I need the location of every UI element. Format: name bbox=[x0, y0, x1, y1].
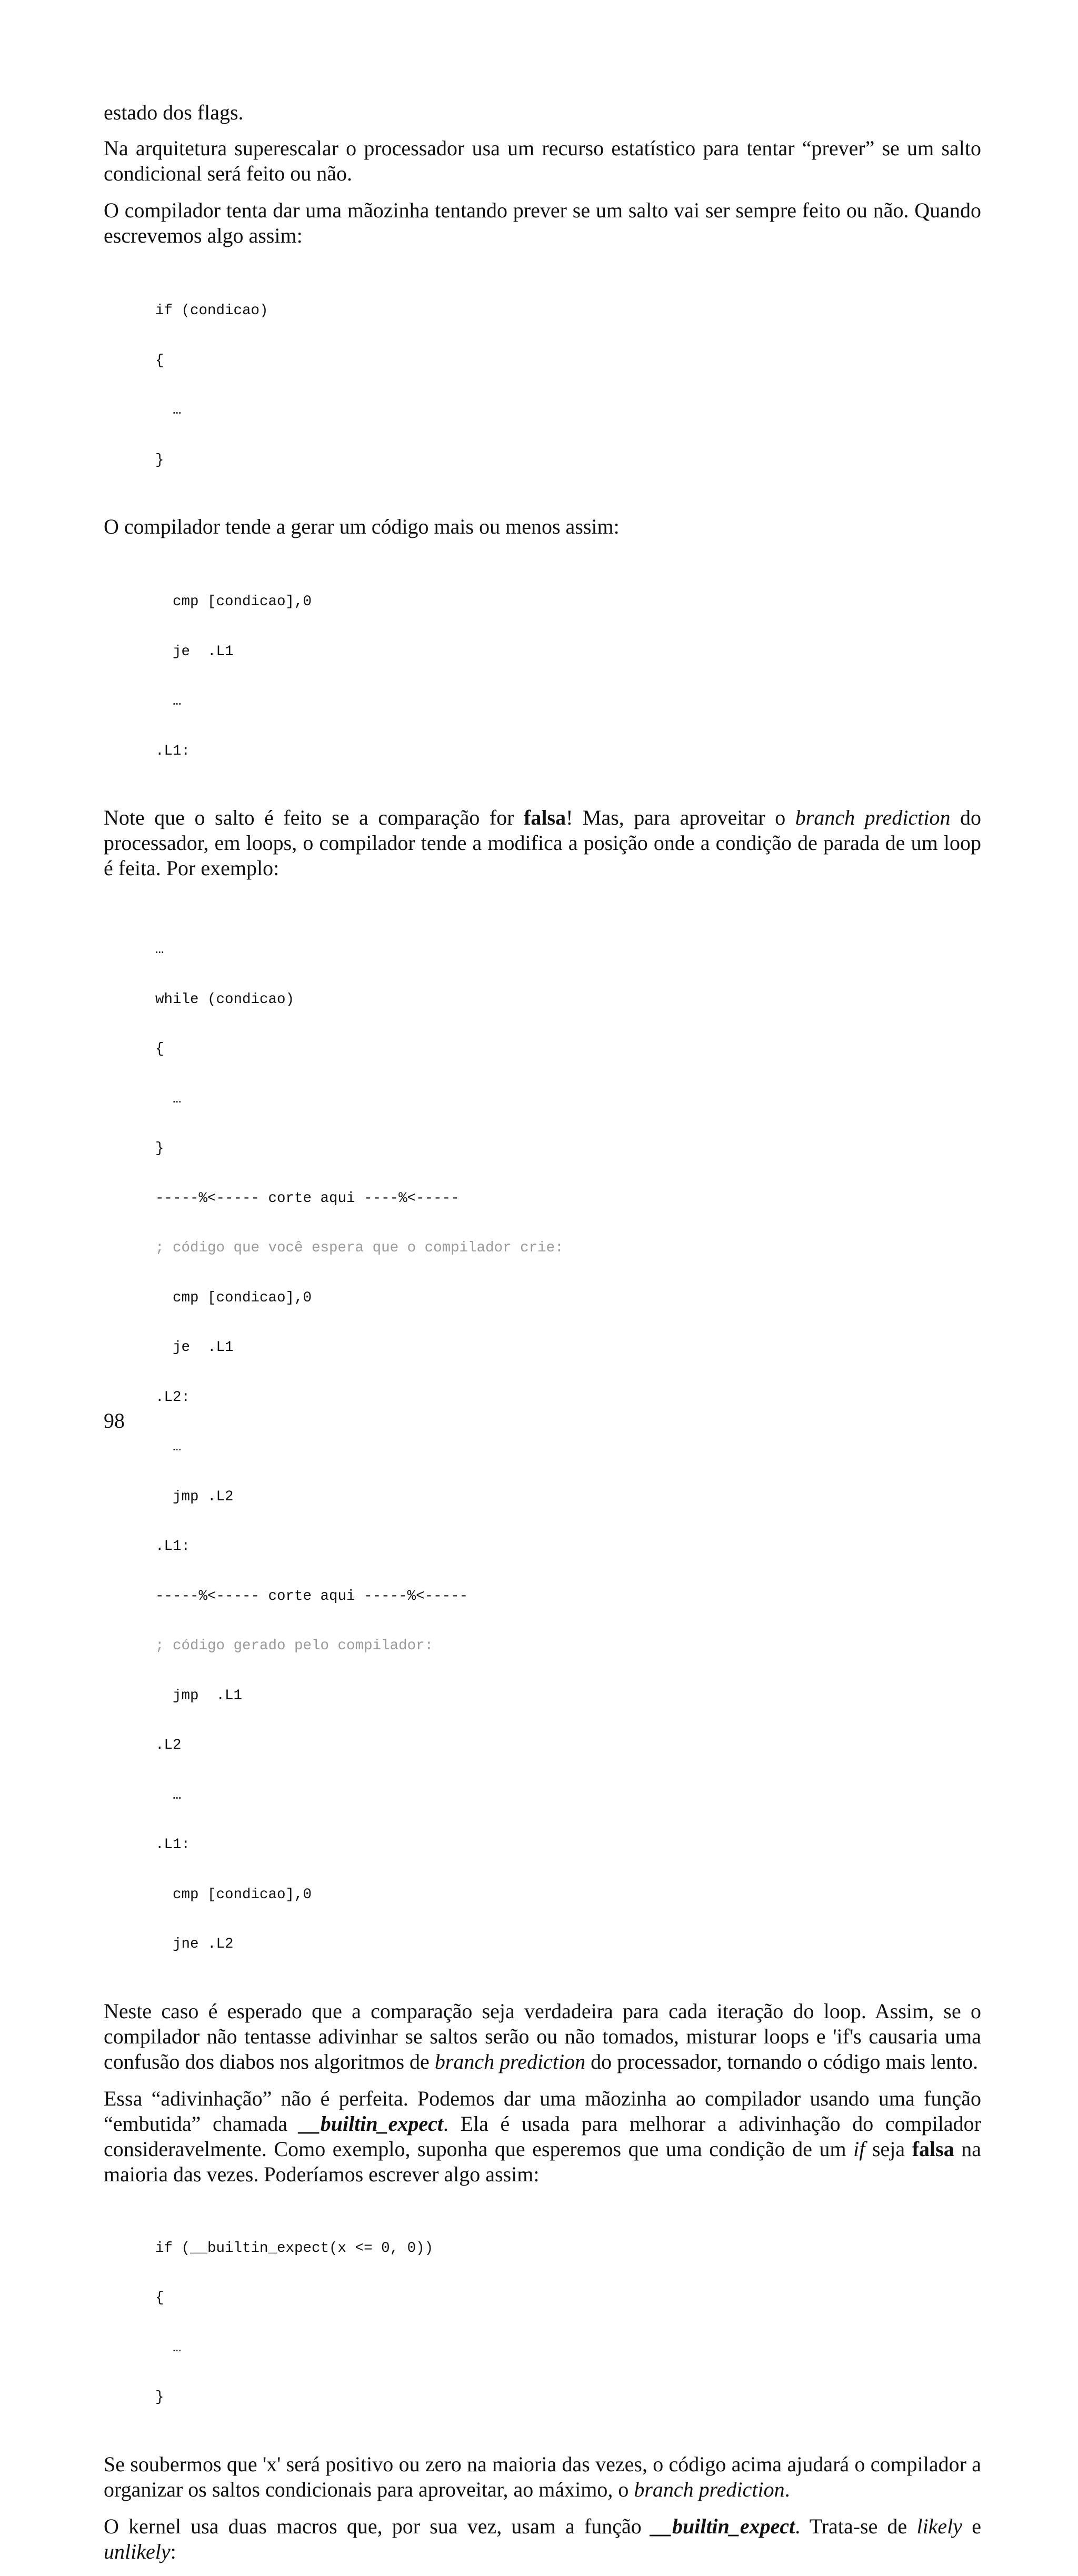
text: Note que o salto é feito se a comparação for bbox=[104, 806, 524, 829]
text: seja bbox=[865, 2137, 912, 2161]
paragraph bbox=[104, 2452, 981, 2502]
code-line: jmp .L2 bbox=[155, 1488, 234, 1505]
text: Essa “adivinhação” não é perfeita. Podemos dar uma mãozinha ao compilador usando uma função “embutida” chamada bbox=[104, 2086, 981, 2136]
code-line: .L2 bbox=[155, 1737, 182, 1753]
emphasis-italic: __builtin_expect bbox=[299, 2111, 444, 2136]
page-number: 98 bbox=[104, 1409, 125, 1432]
emphasis-italic: likely bbox=[916, 2514, 963, 2538]
emphasis-italic: branch prediction bbox=[634, 2477, 785, 2501]
paragraph: O compilador tenta dar uma mãozinha tentando prever se um salto vai ser sempre feito ou não. Quando escrevemos algo assim: bbox=[104, 198, 981, 247]
code-line: … bbox=[155, 402, 182, 418]
text: . Ela é usada para melhorar a adivinhação do compilador consideravelmente. Como exemplo, suponha que esperemos que uma condição de um bbox=[104, 2111, 981, 2161]
code-line: } bbox=[155, 2389, 164, 2405]
paragraph bbox=[104, 2086, 981, 2187]
code-line: .L1: bbox=[155, 1538, 191, 1555]
code-line: … bbox=[155, 1090, 182, 1107]
text: do processador, tornando o código mais lento. bbox=[585, 2049, 979, 2073]
emphasis-italic: unlikely bbox=[104, 2539, 171, 2563]
code-line: if (condicao) bbox=[155, 303, 268, 319]
emphasis-italic: branch prediction bbox=[434, 2049, 586, 2073]
code-comment: ; código gerado pelo compilador: bbox=[155, 1638, 434, 1654]
code-comment: ; código que você espera que o compilador crie: bbox=[155, 1240, 564, 1256]
text: : bbox=[170, 2539, 176, 2563]
paragraph bbox=[104, 805, 981, 881]
page-body bbox=[104, 100, 981, 2576]
text: ! Mas, para aproveitar o bbox=[566, 806, 795, 829]
code-line: .L1: bbox=[155, 1837, 191, 1853]
code-line: cmp [condicao],0 bbox=[155, 1289, 312, 1306]
code-line: je .L1 bbox=[155, 643, 234, 660]
code-line: } bbox=[155, 1140, 164, 1157]
code-block-while bbox=[155, 908, 981, 1986]
code-line: jne .L2 bbox=[155, 1936, 234, 1952]
code-line: … bbox=[155, 1439, 182, 1455]
paragraph: Na arquitetura superescalar o processador usa um recurso estatístico para tentar “prever” se um salto condicional será feito ou não. bbox=[104, 136, 981, 185]
code-line: -----%<----- corte aqui -----%<----- bbox=[155, 1588, 468, 1605]
paragraph: O compilador tende a gerar um código mais ou menos assim: bbox=[104, 515, 620, 538]
paragraph: estado dos flags. bbox=[104, 101, 244, 124]
code-line: } bbox=[155, 452, 164, 468]
emphasis-bold-italic bbox=[651, 2514, 795, 2538]
text: do processador, em loops, o compilador tende a modifica a posição onde a condição de parada de um loop é feita. Por exemplo: bbox=[104, 806, 982, 880]
code-block-asm bbox=[155, 560, 981, 793]
code-line: … bbox=[155, 693, 182, 709]
code-line: .L1: bbox=[155, 743, 191, 759]
emphasis-bold: falsa bbox=[912, 2137, 954, 2161]
text: Se soubermos que 'x' será positivo ou zero na maioria das vezes, o código acima ajudará o compilador a organizar os saltos condicionais para aproveitar, ao máximo, o bbox=[104, 2452, 981, 2501]
code-line: cmp [condicao],0 bbox=[155, 594, 312, 610]
code-line: … bbox=[155, 941, 164, 958]
text: na maioria das vezes. Poderíamos escrever algo assim: bbox=[104, 2137, 981, 2186]
code-line: … bbox=[155, 1787, 182, 1803]
emphasis-italic: branch prediction bbox=[795, 806, 951, 829]
code-line: je .L1 bbox=[155, 1339, 234, 1356]
emphasis-bold: falsa bbox=[524, 806, 566, 829]
code-block-if bbox=[155, 269, 981, 502]
emphasis-italic: if bbox=[853, 2137, 865, 2161]
emphasis-bold-italic bbox=[300, 2112, 443, 2136]
code-line: { bbox=[155, 1041, 164, 1057]
text: Neste caso é esperado que a comparação seja verdadeira para cada iteração do loop. Assim, se o compilador não tentasse adivinhar se saltos serão ou não tomados, misturar loops e 'if's causaria uma confusão dos diabos nos algoritmos de bbox=[104, 1999, 981, 2073]
emphasis-italic: __builtin_expect bbox=[651, 2514, 795, 2538]
code-line: cmp [condicao],0 bbox=[155, 1886, 312, 1903]
code-block-builtin-expect bbox=[155, 2207, 981, 2439]
code-line: if (__builtin_expect(x <= 0, 0)) bbox=[155, 2240, 434, 2257]
code-line: … bbox=[155, 2339, 182, 2356]
code-line: .L2: bbox=[155, 1389, 191, 1406]
code-line: -----%<----- corte aqui ----%<----- bbox=[155, 1190, 460, 1207]
text: O kernel usa duas macros que, por sua vez, usam a função bbox=[104, 2514, 651, 2538]
code-line: { bbox=[155, 352, 164, 369]
text: . bbox=[784, 2477, 790, 2501]
paragraph bbox=[104, 1999, 981, 2074]
text: e bbox=[962, 2514, 981, 2538]
code-line: while (condicao) bbox=[155, 991, 295, 1008]
paragraph bbox=[104, 2514, 981, 2564]
code-line: { bbox=[155, 2290, 164, 2306]
text: . Trata-se de bbox=[795, 2514, 917, 2538]
code-line: jmp .L1 bbox=[155, 1687, 243, 1704]
